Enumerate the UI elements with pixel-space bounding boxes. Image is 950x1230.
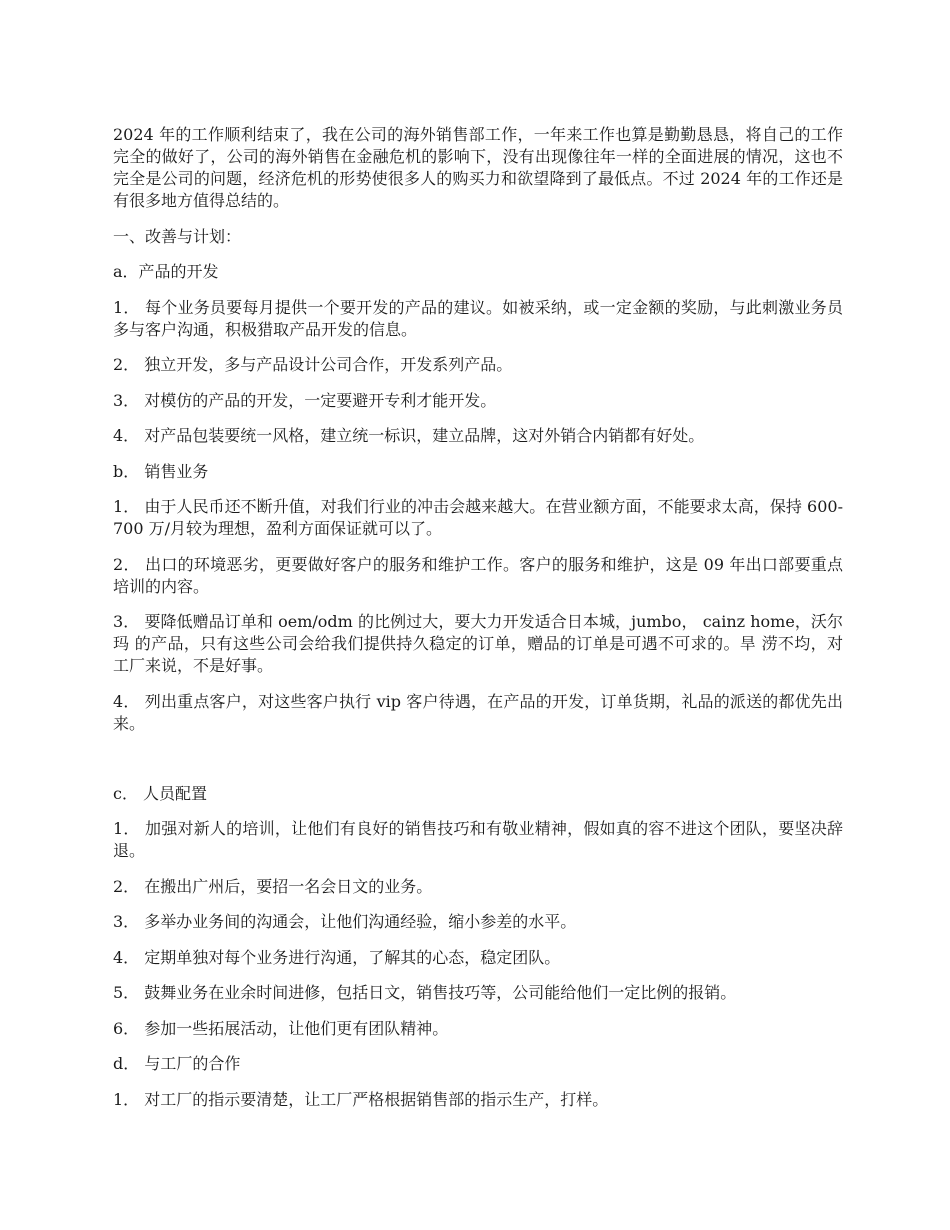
list-item: 1． 由于人民币还不断升值，对我们行业的冲击会越来越大。在营业额方面，不能要求太高，保持 600-700 万/月较为理想，盈利方面保证就可以了。	[113, 497, 843, 538]
list-item: 2． 出口的环境恶劣，更要做好客户的服务和维护工作。客户的服务和维护，这是 09 年出口部要重点培训的内容。	[113, 554, 843, 596]
document-page	[113, 124, 843, 1124]
list-item: 5． 鼓舞业务在业余时间进修，包括日文，销售技巧等，公司能给他们一定比例的报销。	[113, 983, 737, 1002]
subsection-heading-factory-cooperation: d． 与工厂的合作	[113, 1054, 241, 1073]
list-item: 3． 多举办业务间的沟通会，让他们沟通经验，缩小参差的水平。	[113, 912, 577, 931]
list-item: 6． 参加一些拓展活动，让他们更有团队精神。	[113, 1018, 449, 1038]
list-item: 1． 加强对新人的培训，让他们有良好的销售技巧和有敬业精神，假如真的容不进这个团队，要坚决辞退。	[113, 819, 843, 860]
list-item: 2． 独立开发，多与产品设计公司合作，开发系列产品。	[113, 355, 513, 374]
section-heading: 一、改善与计划：	[113, 226, 242, 246]
list-item: 1． 每个业务员要每月提供一个要开发的产品的建议。如被采纳，或一定金额的奖励，与此刺激业务员多与客户沟通，积极猎取产品开发的信息。	[113, 297, 843, 339]
intro-paragraph: 2024 年的工作顺利结束了，我在公司的海外销售部工作，一年来工作也算是勤勤恳恳，将自己的工作完全的做好了，公司的海外销售在金融危机的影响下，没有出现像往年一样的全面进展的情况，这也不完全是公司的问题，经济危机的形势使很多人的购买力和欲望降到了最低点。不过 2024 年的工作还是有很多地方值得总结的。	[113, 125, 843, 210]
list-item: 3． 要降低赠品订单和 oem/odm 的比例过大，要大力开发适合日本城，jumbo， cainz home，沃尔玛 的产品，只有这些公司会给我们提供持久稳定的订单，赠品的订单是可遇不可求的。旱 涝不均，对工厂来说，不是好事。	[113, 612, 843, 675]
list-item: 2． 在搬出广州后，要招一名会日文的业务。	[113, 876, 433, 896]
list-item: 3． 对模仿的产品的开发，一定要避开专利才能开发。	[113, 390, 497, 410]
subsection-heading-product-development: a．产品的开发	[113, 262, 219, 281]
list-item: 4． 对产品包装要统一风格，建立统一标识，建立品牌，这对外销合内销都有好处。	[113, 426, 705, 445]
list-item: 1． 对工厂的指示要清楚，让工厂严格根据销售部的指示生产，打样。	[113, 1089, 609, 1109]
subsection-heading-sales: b． 销售业务	[113, 461, 209, 481]
list-item: 4． 定期单独对每个业务进行沟通，了解其的心态，稳定团队。	[113, 947, 561, 967]
subsection-heading-staffing: c． 人员配置	[113, 783, 208, 803]
list-item: 4． 列出重点客户，对这些客户执行 vip 客户待遇，在产品的开发，订单货期，礼品的派送的都优先出来。	[113, 691, 843, 733]
